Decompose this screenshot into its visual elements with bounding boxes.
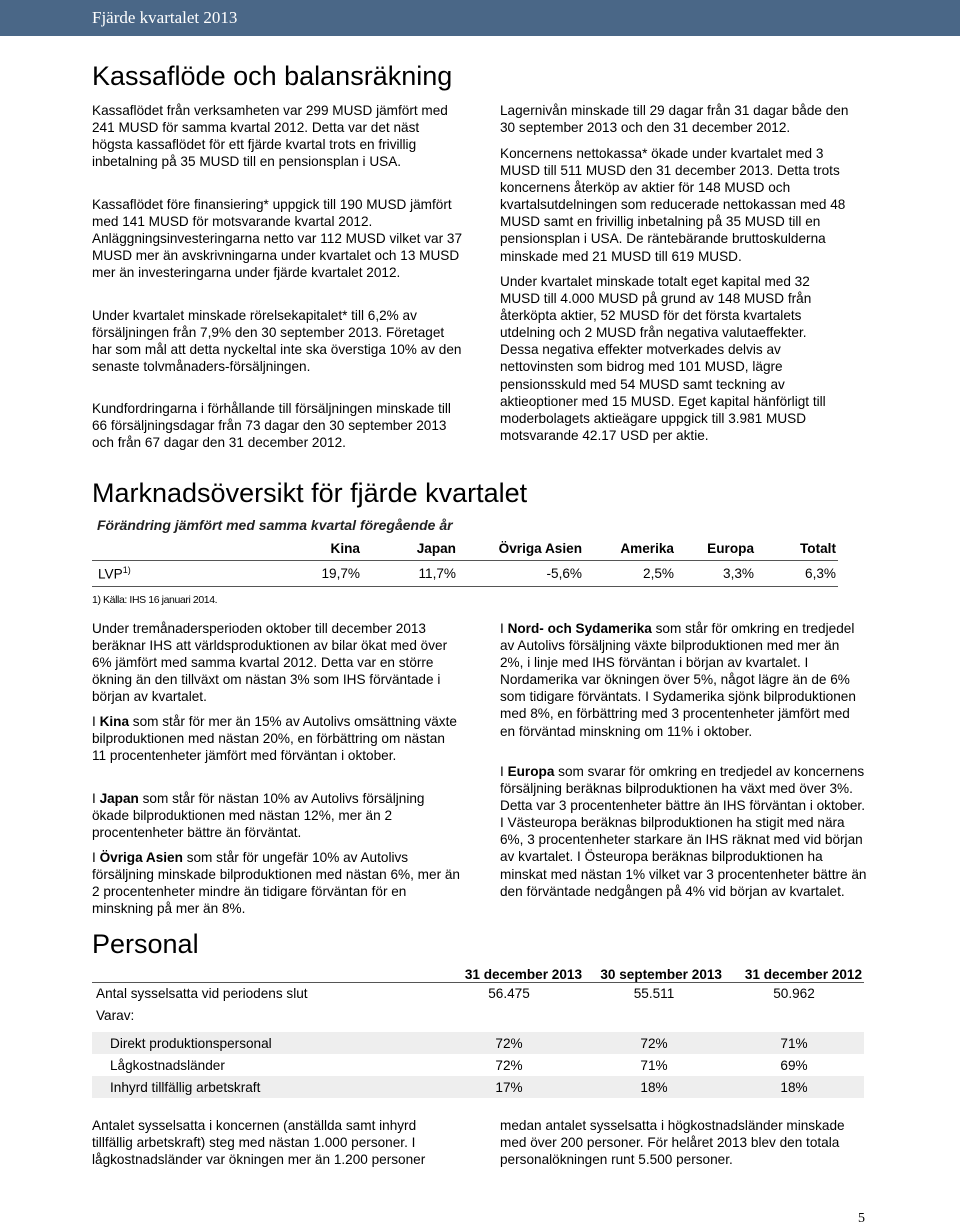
table-row <box>92 560 838 586</box>
paragraph: Under kvartalet minskade totalt eget kapital med 32 MUSD till 4.000 MUSD på grund av 148 MUSD från återköpta aktier, 52 MUSD för det första kvartalets utdelning och 2 MUSD från negativa valutaeffekter. Dessa negativa effekter motverkades delvis av nettovinsten som bidrog med 101 MUSD, lägre pensionsskuld med 54 MUSD samt teckning av aktieoptioner med 15 MUSD. Eget kapital hänförligt till moderbolagets aktieägare uppgick till 3.981 MUSD motsvarande 42.17 USD per aktie. <box>500 274 826 443</box>
table-cell: 71% <box>724 1032 864 1054</box>
section-heading-personnel: Personal <box>92 929 199 959</box>
paragraph: Koncernens nettokassa* ökade under kvartalet med 3 MUSD till 511 MUSD den 31 december 2013. Detta trots koncernens återköp av aktier för 148 MUSD och kvartalsutdelningen som reducerade nettokassan med 48 MUSD samt en frivillig inbetalning på 35 MUSD till en pensionsplan i USA. De räntebärande bruttoskulderna minskade med 21 MUSD till 619 MUSD. <box>500 146 846 264</box>
column-header: 30 september 2013 <box>600 966 722 982</box>
paragraph: I Japan som står för nästan 10% av Autolivs försäljning ökade bilproduktionen med nästan 12%, mer än 2 procentenheter bättre än förväntat. <box>92 791 425 841</box>
table-row <box>92 1032 864 1054</box>
table-cell: 56.475 <box>434 982 584 1004</box>
column-header: Övriga Asien <box>498 541 582 557</box>
table-cell: 72% <box>495 1057 523 1073</box>
table-cell: 19,7% <box>188 560 362 586</box>
row-label: Direkt produktionspersonal <box>92 1032 434 1054</box>
table-cell: 71% <box>640 1057 668 1073</box>
paragraph: Under tremånadersperioden oktober till december 2013 beräknar IHS att världsproduktionen av bilar ökat med över 6% jämfört med samma kvartal 2012. Detta var en större ökning än den tillväxt om nästan 3% som IHS förväntade i början av kvartalet. <box>92 621 448 705</box>
table-cell: 11,7% <box>362 560 458 586</box>
row-label: Inhyrd tillfällig arbetskraft <box>92 1076 434 1098</box>
paragraph: Kassaflödet före finansiering* uppgick till 190 MUSD jämfört med 141 MUSD för motsvarande kvartal 2012. Anläggningsinvesteringarna netto var 112 MUSD vilket var 37 MUSD mer än avskrivningarna under kvartalet och 13 MUSD mer än investeringarna under fjärde kvartalet 2012. <box>92 197 462 281</box>
header-bar <box>0 0 960 36</box>
paragraph: Antalet sysselsatta i koncernen (anställda samt inhyrd tillfällig arbetskraft) steg med nästan 1.000 personer. I lågkostnadsländer var ökningen mer än 1.200 personer <box>92 1118 426 1168</box>
table-cell: 69% <box>780 1057 808 1073</box>
table-cell: 18% <box>584 1076 724 1098</box>
table-cell: 6,3% <box>756 560 838 586</box>
page-number: 5 <box>858 1211 865 1226</box>
paragraph: I Europa som svarar för omkring en tredjedel av koncernens försäljning beräknas bilproduktionen ha växt med över 3%. Detta var 3 procentenheter bättre än IHS förväntan i oktober. I Västeuropa beräknas bilproduktionen ha stigit med nära 6%, 3 procentenheter starkare än IHS räknat med vid början av kvartalet. I Östeuropa beräknas bilproduktionen ha minskat med nästan 1% vilket var 3 procentenheter bättre än den förväntade nedgången på 4% vid början av kvartalet. <box>500 764 867 899</box>
table-cell: -5,6% <box>458 560 584 586</box>
paragraph: I Övriga Asien som står för ungefär 10% av Autolivs försäljning minskade bilproduktionen med nästan 6%, mer än 2 procentenheter mindre än tidigare förväntan för en minskning på mer än 8%. <box>92 850 460 917</box>
section-heading-cashflow: Kassaflöde och balansräkning <box>92 61 453 91</box>
table-header-row <box>92 960 864 982</box>
table-row <box>92 1076 864 1098</box>
table-cell: 18% <box>724 1076 864 1098</box>
table-cell: 2,5% <box>584 560 676 586</box>
table-cell: 3,3% <box>676 560 756 586</box>
column-header: Amerika <box>620 541 674 557</box>
table-subtitle: Förändring jämfört med samma kvartal föregående år <box>97 517 453 533</box>
personnel-table <box>92 960 864 1098</box>
column-header: 31 december 2012 <box>744 966 862 982</box>
column-header: Europa <box>707 541 754 557</box>
paragraph: Kassaflödet från verksamheten var 299 MUSD jämfört med 241 MUSD för samma kvartal 2012. Detta var det näst högsta kassaflödet för ett fjärde kvartal trots en frivillig inbetalning på 35 MUSD till en pensionsplan i USA. <box>92 103 448 170</box>
column-header: Totalt <box>800 541 836 557</box>
column-header: Japan <box>416 541 456 557</box>
header-title: Fjärde kvartalet 2013 <box>92 8 238 27</box>
row-label: LVP$^{1)}$ <box>92 560 188 586</box>
paragraph: I Kina som står för mer än 15% av Autolivs omsättning växte bilproduktionen med nästan 20%, en förbättring om nästan 11 procentenheter jämfört med förväntan i oktober. <box>92 714 457 764</box>
paragraph: Kundfordringarna i förhållande till försäljningen minskade till 66 försäljningsdagar från 73 dagar den 30 september 2013 och från 67 dagar den 31 december 2012. <box>92 401 451 451</box>
row-label: Lågkostnadsländer <box>110 1057 225 1073</box>
table-cell: 55.511 <box>584 982 724 1004</box>
paragraph: medan antalet sysselsatta i högkostnadsländer minskade med över 200 personer. För helåret 2013 blev den totala personalökningen runt 5.500 personer. <box>500 1118 845 1168</box>
table-row <box>92 1004 864 1026</box>
paragraph: Under kvartalet minskade rörelsekapitalet* till 6,2% av försäljningen från 7,9% den 30 september 2013. Företaget har som mål att detta nyckeltal inte ska överstiga 10% av den senaste tolvmånaders-försäljningen. <box>92 308 462 375</box>
table-header-row <box>92 538 838 560</box>
table-cell: 72% <box>434 1032 584 1054</box>
table-row <box>92 982 864 1004</box>
row-label: Varav: <box>96 1007 135 1023</box>
column-header: Kina <box>330 541 360 557</box>
table-cell: 50.962 <box>724 982 864 1004</box>
paragraph: Lagernivån minskade till 29 dagar från 31 dagar både den 30 september 2013 och den 31 december 2012. <box>500 103 849 136</box>
row-label: Antal sysselsatta vid periodens slut <box>92 982 434 1004</box>
table-row <box>92 1054 864 1076</box>
section-heading-market: Marknadsöversikt för fjärde kvartalet <box>92 478 528 508</box>
footnote: 1) Källa: IHS 16 januari 2014. <box>92 594 218 606</box>
table-cell: 17% <box>434 1076 584 1098</box>
paragraph: I Nord- och Sydamerika som står för omkring en tredjedel av Autolivs försäljning växte bilproduktionen med mer än 2%, i linje med IHS förväntan i början av kvartalet. I Nordamerika var ökningen över 5%, något lägre än de 6% som tidigare förväntats. I Sydamerika sjönk bilproduktionen med 8%, en förbättring med 3 procentenheter jämfört med en förväntad minskning om 11% i oktober. <box>500 621 856 739</box>
column-header: 31 december 2013 <box>464 966 582 982</box>
table-cell: 72% <box>584 1032 724 1054</box>
market-table <box>92 538 838 587</box>
